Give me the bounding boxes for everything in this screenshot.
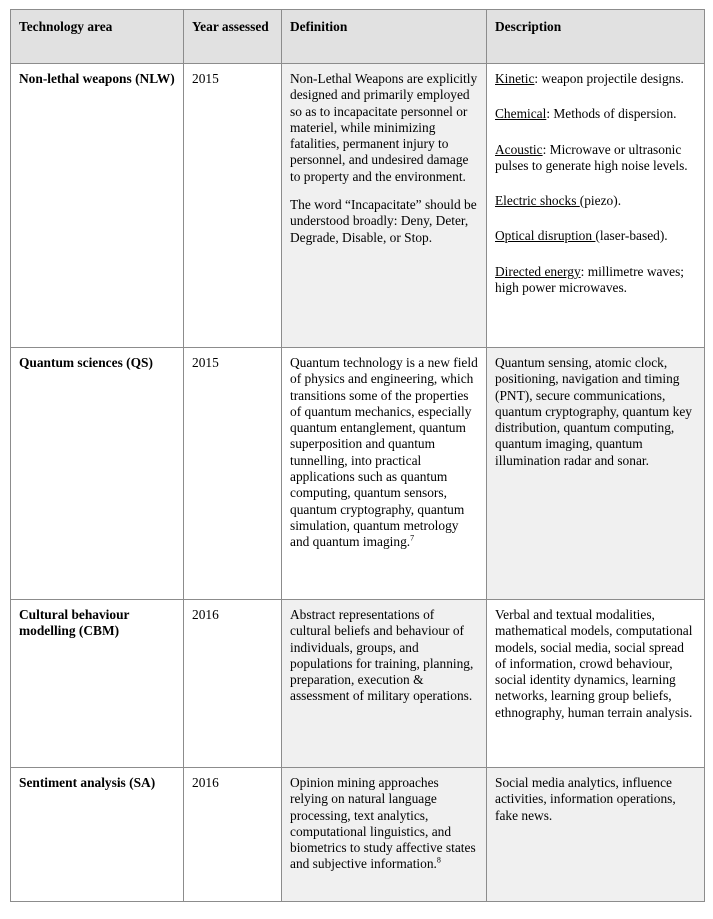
- footnote-marker: 7: [410, 533, 415, 543]
- technology-table: [10, 9, 705, 902]
- header-row: [11, 10, 705, 64]
- description-item: [495, 228, 696, 244]
- description-item: [495, 607, 696, 721]
- table-row: [11, 768, 705, 902]
- technology-area-cell: Cultural behaviour modelling (CBM): [11, 600, 184, 768]
- footnote-marker: 8: [436, 856, 441, 866]
- description-term: Directed energy: [495, 263, 581, 279]
- description-text: : Methods of dispersion.: [546, 106, 677, 122]
- year-assessed-cell: 2015: [184, 64, 282, 348]
- description-term: Chemical: [495, 106, 547, 122]
- description-text: (laser-based).: [595, 228, 668, 244]
- definition-paragraph: [290, 355, 478, 551]
- description-cell: [487, 768, 705, 902]
- definition-paragraph: [290, 775, 478, 873]
- description-text: Quantum sensing, atomic clock, positioning, navigation and timing (PNT), secure communications, quantum cryptography, quantum key distribution, quantum computing, quantum imaging, quantum illumination radar and sonar.: [495, 355, 692, 468]
- definition-paragraph: [290, 607, 478, 705]
- header-definition: Definition: [282, 10, 487, 64]
- description-text: : Microwave or ultrasonic pulses to generate high noise levels.: [495, 141, 688, 173]
- description-text: Social media analytics, influence activities, information operations, fake news.: [495, 775, 676, 823]
- definition-text: Abstract representations of cultural beliefs and behaviour of individuals, groups, and populations for training, planning, preparation, execution & assessment of military operations.: [290, 607, 474, 704]
- technology-area-cell: Quantum sciences (QS): [11, 348, 184, 600]
- definition-cell: [282, 768, 487, 902]
- description-text: : millimetre waves; high power microwaves.: [495, 263, 685, 296]
- header-technology-area: Technology area: [11, 10, 184, 64]
- description-item: [495, 775, 696, 824]
- description-term: Optical disruption: [495, 228, 596, 244]
- description-item: [495, 193, 696, 209]
- definition-paragraph: [290, 71, 478, 185]
- definition-text: Opinion mining approaches relying on natural language processing, text analytics, computational linguistics, and biometrics to study affective states and subjective information.: [290, 775, 476, 872]
- table-row: [11, 64, 705, 348]
- technology-area-cell: Non-lethal weapons (NLW): [11, 64, 184, 348]
- definition-cell: [282, 600, 487, 768]
- definition-cell: [282, 64, 487, 348]
- description-item: [495, 106, 696, 122]
- description-text: (piezo).: [579, 193, 622, 209]
- description-term: Electric shocks: [495, 193, 580, 209]
- header-description: Description: [487, 10, 705, 64]
- description-item: [495, 355, 696, 469]
- year-assessed-cell: 2016: [184, 768, 282, 902]
- table-body: [11, 64, 705, 902]
- description-cell: [487, 348, 705, 600]
- description-cell: [487, 64, 705, 348]
- description-term: Kinetic: [495, 71, 535, 86]
- technology-area-cell: Sentiment analysis (SA): [11, 768, 184, 902]
- definition-text: Quantum technology is a new field of physics and engineering, which transitions some of the properties of quantum mechanics, especially quantum entanglement, quantum superposition and quantum tunnelling, into practical applications such as quantum computing, quantum sensors, quantum cryptography, quantum simulation, quantum metrology and quantum imaging.: [290, 355, 478, 550]
- definition-text: The word “Incapacitate” should be understood broadly: Deny, Deter, Degrade, Disable, or Stop.: [290, 197, 477, 245]
- description-item: [495, 71, 696, 87]
- description-item: [495, 264, 696, 297]
- description-cell: [487, 600, 705, 768]
- description-text: : weapon projectile designs.: [534, 71, 684, 86]
- table-row: [11, 348, 705, 600]
- description-item: [495, 142, 696, 175]
- definition-text: Non-Lethal Weapons are explicitly designed and primarily employed so as to incapacitate personnel or materiel, while minimizing fatalities, permanent injury to personnel, and undesired damage to property and the environment.: [290, 71, 478, 184]
- definition-cell: [282, 348, 487, 600]
- table-row: [11, 600, 705, 768]
- year-assessed-cell: 2015: [184, 348, 282, 600]
- header-year-assessed: Year assessed: [184, 10, 282, 64]
- definition-paragraph: [290, 197, 478, 246]
- year-assessed-cell: 2016: [184, 600, 282, 768]
- description-term: Acoustic: [495, 141, 543, 157]
- description-text: Verbal and textual modalities, mathematical models, computational models, social media, social spread of information, crowd behaviour, social identity dynamics, learning networks, learning group beliefs, ethnography, human terrain analysis.: [495, 607, 693, 720]
